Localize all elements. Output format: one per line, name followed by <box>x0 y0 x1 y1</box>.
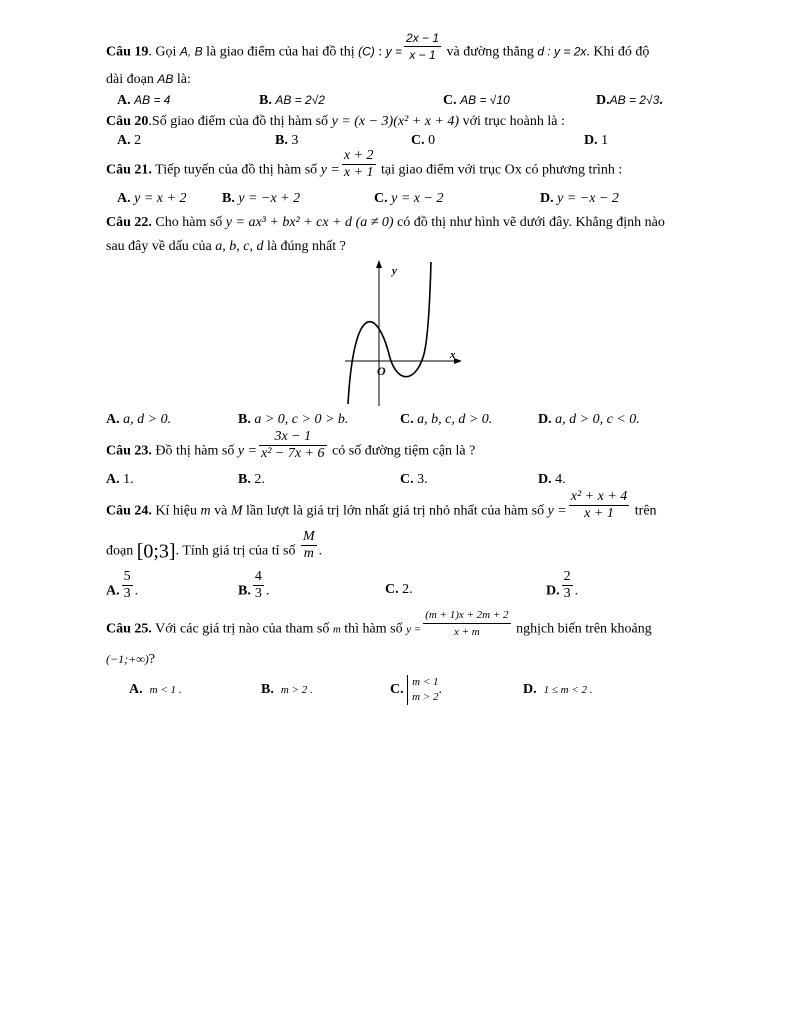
q19-option-b[interactable]: B. AB = 2√2 <box>259 93 325 108</box>
q24-option-d[interactable]: D. $\frac{2}{3}$ . <box>546 569 579 601</box>
y-axis-label: y <box>392 265 397 277</box>
q23-option-b[interactable]: B. 2. <box>238 472 265 487</box>
q24-label: Câu 24. <box>106 503 152 519</box>
q20-label: Câu 20 <box>106 114 149 129</box>
q20-option-c[interactable]: C. 0 <box>411 133 436 148</box>
q24-options <box>0 569 792 601</box>
cubic-curve <box>348 262 431 404</box>
q23-options <box>0 471 792 489</box>
q22-stem: Câu 22. Cho hàm số y = ax³ + bx² + cx + d (a ≠ 0) có đồ thị như hình vẽ dưới đây. Khẳng định nào <box>106 215 665 230</box>
q24-ratio: $\frac{M}{m}$ <box>303 529 315 561</box>
q20-option-d[interactable]: D. 1 <box>584 133 609 148</box>
q20-option-b[interactable]: B. 3 <box>275 133 299 148</box>
q23-label: Câu 23. <box>106 443 152 459</box>
q22-option-a[interactable]: A. a, d > 0. <box>106 412 172 427</box>
q21-fraction: $\frac{x + 2}{x + 1}$ <box>343 148 374 180</box>
q21-stem: Câu 21. Tiếp tuyến của đồ thị hàm số y = $\frac{x + 2}{x + 1}$ tại giao điểm với trục Ox có phương trình : <box>106 148 623 180</box>
q19-stem-line2: dài đoạn AB là: <box>106 72 191 87</box>
q19-label: Câu 19 <box>106 44 149 60</box>
q25-options <box>0 676 792 703</box>
q25-option-a[interactable]: A. m < 1 . <box>129 682 182 697</box>
q21-option-b[interactable]: B. y = −x + 2 <box>222 191 301 206</box>
q25-stem: Câu 25. Với các giá trị nào của tham số m thì hàm số y = $\frac{(m + 1)x + 2m + 2}{x + m}$ nghịch biến trên khoảng <box>106 609 652 638</box>
q25-option-d[interactable]: D. 1 ≤ m < 2 . <box>523 682 593 697</box>
q23-option-d[interactable]: D. 4. <box>538 472 566 487</box>
q24-option-b[interactable]: B. $\frac{4}{3}$ . <box>238 569 270 601</box>
q23-stem: Câu 23. Đồ thị hàm số y = $\frac{3x - 1}{\text{x² − 7x + 6}}$ có số đường tiệm cận là ? <box>106 429 476 461</box>
q24-option-c[interactable]: C. 2. <box>385 582 413 597</box>
y-axis-arrow <box>376 260 382 268</box>
q23-option-c[interactable]: C. 3. <box>400 472 428 487</box>
q25-option-c[interactable]: C. m < 1 m > 2 . <box>390 676 442 703</box>
q22-option-c[interactable]: C. a, b, c, d > 0. <box>400 412 493 427</box>
origin-label: O <box>377 364 386 378</box>
q19-option-c[interactable]: C. AB = √10 <box>443 93 510 108</box>
q20-stem: Câu 20.Số giao điểm của đồ thị hàm số y = (x − 3)(x² + x + 4) với trục hoành là : <box>106 114 565 129</box>
q20-options <box>0 132 792 150</box>
q22-option-b[interactable]: B. a > 0, c > 0 > b. <box>238 412 349 427</box>
q19-option-a[interactable]: A. AB = 4 <box>117 93 171 108</box>
q19-fraction: $\frac{2x - 1}{x - 1}$ <box>406 31 440 62</box>
q19-options <box>0 91 792 109</box>
q22-options <box>0 411 792 429</box>
q22-label: Câu 22. <box>106 215 152 230</box>
q21-option-a[interactable]: A. y = x + 2 <box>117 191 187 206</box>
q21-label: Câu 21. <box>106 162 152 178</box>
q24-stem-line2: đoạn [0;3]. Tính giá trị của tỉ số $\frac{M}{m}$ . <box>106 529 323 563</box>
q23-fraction: $\frac{3x - 1}{\text{x² − 7x + 6}}$ <box>261 429 325 461</box>
q25-stem-line2: (−1;+∞)? <box>106 652 155 667</box>
q21-option-c[interactable]: C. y = x − 2 <box>374 191 444 206</box>
q24-option-a[interactable]: A. $\frac{5}{3}$ . <box>106 569 139 601</box>
q25-label: Câu 25. <box>106 621 152 637</box>
q21-option-d[interactable]: D. y = −x − 2 <box>540 191 619 206</box>
q22-stem-line2: sau đây về dấu của a, b, c, d là đúng nhất ? <box>106 239 346 254</box>
q25-fraction: $\frac{(m + 1)x + 2m + 2}{x + m}$ <box>425 609 509 638</box>
q24-stem: Câu 24. Kí hiệu m và M lần lượt là giá trị lớn nhất giá trị nhỏ nhất của hàm số y = $\frac{\text{x² + x + 4}}{x + 1}$ trên <box>106 489 657 521</box>
q19-stem: Câu 19. Gọi A, B là giao điểm của hai đồ thị (C) : y = $\frac{2x - 1}{x - 1}$ và đường thẳng d : y = 2x. Khi đó độ <box>106 31 650 62</box>
q21-options <box>0 190 792 208</box>
q19-option-d[interactable]: D.AB = 2√3. <box>596 93 663 108</box>
q23-option-a[interactable]: A. 1. <box>106 472 134 487</box>
q20-option-a[interactable]: A. 2 <box>117 133 142 148</box>
q22-graph <box>340 258 470 408</box>
q22-option-d[interactable]: D. a, d > 0, c < 0. <box>538 412 640 427</box>
q24-fraction: $\frac{\text{x² + x + 4}}{x + 1}$ <box>570 489 628 521</box>
q25-option-b[interactable]: B. m > 2 . <box>261 682 313 697</box>
x-axis-label: x <box>450 349 456 361</box>
